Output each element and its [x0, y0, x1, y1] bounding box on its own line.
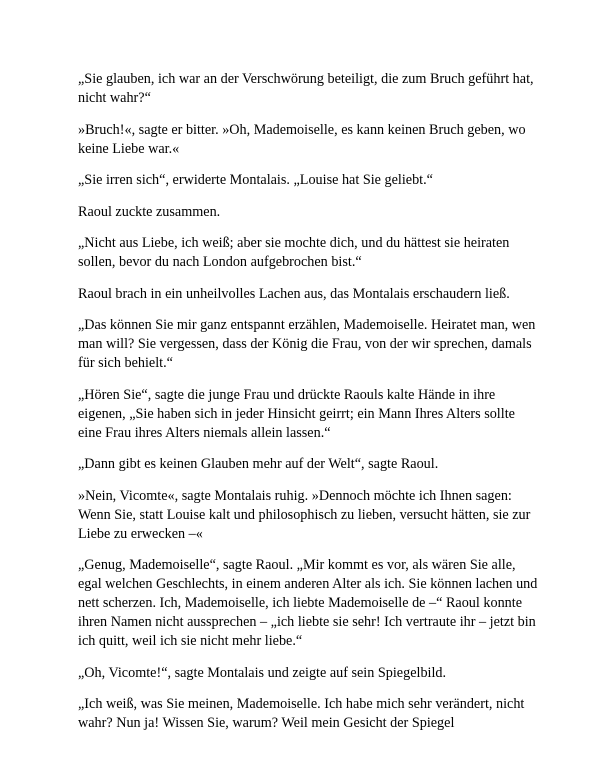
- paragraph: „Dann gibt es keinen Glauben mehr auf der Welt“, sagte Raoul.: [78, 456, 439, 472]
- paragraph: „Ich weiß, was Sie meinen, Mademoiselle. Ich habe mich sehr verändert, nicht wahr? Nun ja! Wissen Sie, warum? Weil mein Gesicht der Spiegel: [78, 696, 525, 731]
- paragraph: »Nein, Vicomte«, sagte Montalais ruhig. »Dennoch möchte ich Ihnen sagen: Wenn Sie, statt Louise kalt und philosophisch zu lieben, versucht hätten, sie zur Liebe zu erwecken –«: [78, 487, 531, 542]
- paragraph: Raoul zuckte zusammen.: [78, 203, 221, 220]
- paragraph: „Das können Sie mir ganz entspannt erzählen, Mademoiselle. Heiratet man, wen man will? Sie vergessen, dass der König die Frau, von der wir sprechen, damals für sich behielt.“: [78, 317, 536, 371]
- paragraph: Raoul brach in ein unheilvolles Lachen aus, das Montalais erschaudern ließ.: [78, 285, 510, 302]
- paragraph: „Oh, Vicomte!“, sagte Montalais und zeigte auf sein Spiegelbild.: [78, 664, 447, 681]
- paragraph: „Sie irren sich“, erwiderte Montalais. „Louise hat Sie geliebt.“: [78, 172, 433, 188]
- paragraph: „Nicht aus Liebe, ich weiß; aber sie mochte dich, und du hättest sie heiraten sollen, bevor du nach London aufgebrochen bist.“: [78, 235, 510, 270]
- paragraph: „Genug, Mademoiselle“, sagte Raoul. „Mir kommt es vor, als wären Sie alle, egal welchen Geschlechts, in einem anderen Alter als ich. Sie können lachen und nett scherzen. Ich, Mademoiselle, ich liebte Mademoiselle de –“ Raoul konnte ihren Namen nicht aussprechen – „ich liebte sie sehr! Ich vertraute ihr – jetzt bin ich quitt, weil ich sie nicht mehr liebe.“: [78, 557, 538, 649]
- document-page: [78, 70, 538, 746]
- paragraph: „Sie glauben, ich war an der Verschwörung beteiligt, die zum Bruch geführt hat, nicht wahr?“: [78, 71, 534, 106]
- paragraph: »Bruch!«, sagte er bitter. »Oh, Mademoiselle, es kann keinen Bruch geben, wo keine Liebe war.«: [78, 121, 526, 157]
- paragraph: „Hören Sie“, sagte die junge Frau und drückte Raouls kalte Hände in ihre eigenen, „Sie haben sich in jeder Hinsicht geirrt; ein Mann Ihres Alters sollte eine Frau ihres Alters niemals allein lassen.“: [78, 386, 515, 441]
